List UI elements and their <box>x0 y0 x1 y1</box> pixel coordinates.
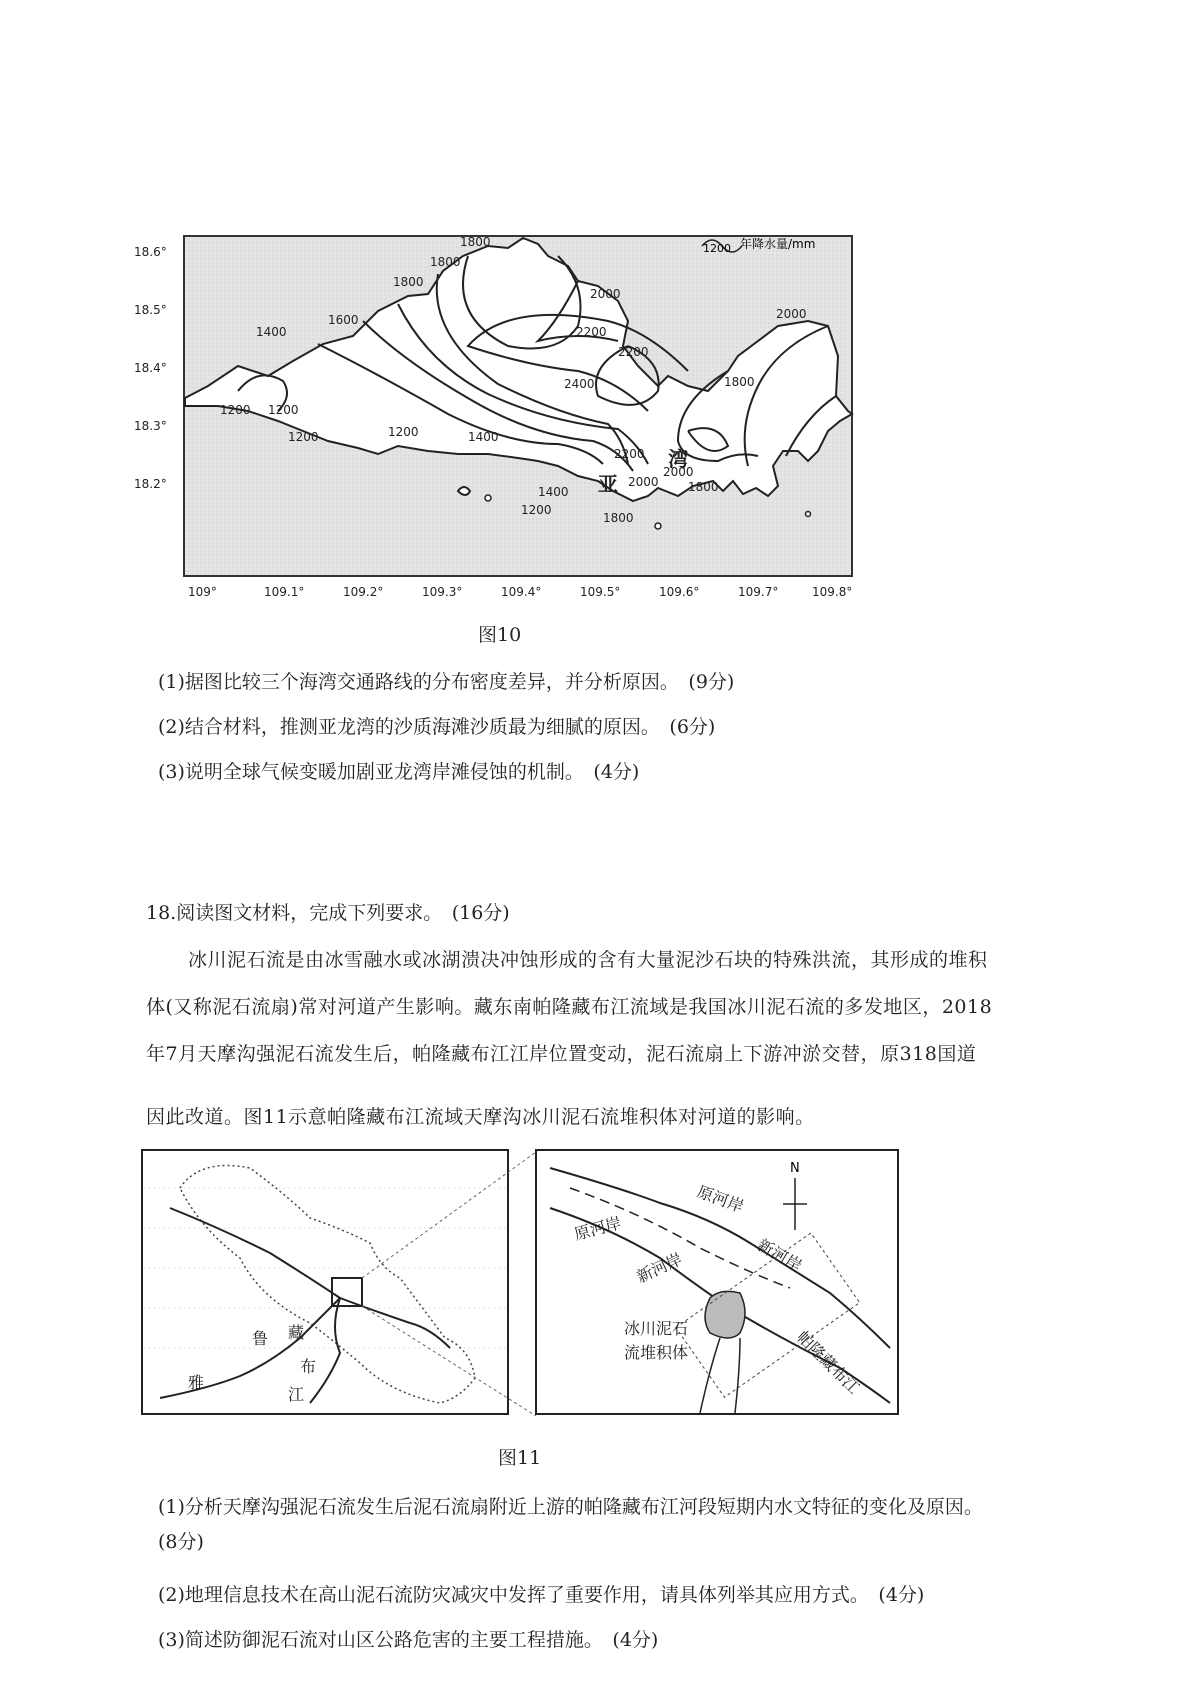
deposit-body <box>705 1291 745 1338</box>
contour-label: 2200 <box>576 325 607 339</box>
contour-label: 1800 <box>460 235 491 249</box>
old-bank-label-left: 原河岸 <box>572 1213 624 1244</box>
lat-tick: 18.5° <box>134 303 167 317</box>
river-name-label: 帕隆藏布江 <box>793 1327 864 1398</box>
lat-tick: 18.4° <box>134 361 167 375</box>
lon-tick: 109.2° <box>343 585 384 599</box>
river-char: 雅 <box>188 1373 205 1392</box>
question-18-heading: 18.阅读图文材料，完成下列要求。 (16分) <box>146 902 510 924</box>
material-paragraph-line: 因此改道。图11示意帕隆藏布江流域天摩沟冰川泥石流堆积体对河道的影响。 <box>146 1106 815 1128</box>
new-bank-label-right: 新河岸 <box>754 1235 806 1276</box>
legend-label: 年降水量/mm <box>740 237 816 251</box>
contour-label: 2000 <box>663 465 694 479</box>
figure10-caption: 图10 <box>478 624 522 646</box>
deposit-label-line2: 流堆积体 <box>624 1343 689 1362</box>
bay-label-wan: 湾 <box>668 447 688 471</box>
north-label: N <box>790 1161 800 1176</box>
contour-label: 2000 <box>776 307 807 321</box>
contour-label: 1200 <box>220 403 251 417</box>
lon-tick: 109° <box>188 585 217 599</box>
lon-ticks <box>188 585 852 599</box>
lon-tick: 109.7° <box>738 585 779 599</box>
contour-label: 1200 <box>388 425 419 439</box>
question-17-1: (1)据图比较三个海湾交通路线的分布密度差异，并分析原因。 (9分) <box>158 671 735 693</box>
material-paragraph-line: 体(又称泥石流扇)常对河道产生影响。藏东南帕隆藏布江流域是我国冰川泥石流的多发地区，2018 <box>146 996 993 1018</box>
contour-label: 1800 <box>724 375 755 389</box>
river-char: 布 <box>300 1357 317 1376</box>
contour-label: 1400 <box>468 430 499 444</box>
contour-label: 2000 <box>590 287 621 301</box>
question-18-2: (2)地理信息技术在高山泥石流防灾减灾中发挥了重要作用，请具体列举其应用方式。 (4分) <box>158 1584 925 1606</box>
contour-label: 1800 <box>430 255 461 269</box>
question-17-2: (2)结合材料，推测亚龙湾的沙质海滩沙质最为细腻的原因。 (6分) <box>158 716 716 738</box>
contour-label: 1200 <box>268 403 299 417</box>
lon-tick: 109.6° <box>659 585 700 599</box>
lon-tick: 109.4° <box>501 585 542 599</box>
new-bank-label-left: 新河岸 <box>633 1249 686 1287</box>
lon-tick: 109.1° <box>264 585 305 599</box>
contour-label: 1600 <box>328 313 359 327</box>
question-17-3: (3)说明全球气候变暖加剧亚龙湾岸滩侵蚀的机制。 (4分) <box>158 761 640 783</box>
contour-label: 2000 <box>628 475 659 489</box>
figure11-caption: 图11 <box>498 1447 542 1469</box>
question-18-3: (3)简述防御泥石流对山区公路危害的主要工程措施。 (4分) <box>158 1629 659 1651</box>
river-char: 江 <box>288 1385 305 1404</box>
material-paragraph-line: 年7月天摩沟强泥石流发生后，帕隆藏布江江岸位置变动，泥石流扇上下游冲淤交替，原318国道 <box>146 1043 977 1065</box>
lon-tick: 109.3° <box>422 585 463 599</box>
lat-tick: 18.3° <box>134 419 167 433</box>
contour-label: 1800 <box>688 480 719 494</box>
question-18-1-score: (8分) <box>158 1531 204 1553</box>
figure11-diagram <box>140 1148 900 1420</box>
contour-label: 1200 <box>288 430 319 444</box>
river-char: 鲁 <box>252 1329 269 1348</box>
deposit-label-line1: 冰川泥石 <box>624 1319 689 1338</box>
lon-tick: 109.5° <box>580 585 621 599</box>
figure10-map <box>128 226 868 606</box>
contour-label: 1800 <box>603 511 634 525</box>
lat-tick: 18.6° <box>134 245 167 259</box>
legend-sample-value: 1200 <box>703 242 731 255</box>
question-18-1: (1)分析天摩沟强泥石流发生后泥石流扇附近上游的帕隆藏布江河段短期内水文特征的变化及原因。 <box>158 1496 983 1518</box>
lon-tick: 109.8° <box>812 585 853 599</box>
contour-label: 1800 <box>393 275 424 289</box>
bay-label-ya: 亚 <box>598 472 618 496</box>
old-bank-label-top: 原河岸 <box>694 1181 747 1217</box>
contour-label: 1400 <box>538 485 569 499</box>
contour-label: 1200 <box>521 503 552 517</box>
contour-label: 2400 <box>564 377 595 391</box>
river-char: 藏 <box>288 1323 305 1342</box>
lat-ticks <box>134 245 167 491</box>
contour-label: 1400 <box>256 325 287 339</box>
lat-tick: 18.2° <box>134 477 167 491</box>
contour-label: 2200 <box>618 345 649 359</box>
material-paragraph-line: 冰川泥石流是由冰雪融水或冰湖溃决冲蚀形成的含有大量泥沙石块的特殊洪流，其形成的堆积 <box>188 949 988 971</box>
contour-label: 2200 <box>614 447 645 461</box>
